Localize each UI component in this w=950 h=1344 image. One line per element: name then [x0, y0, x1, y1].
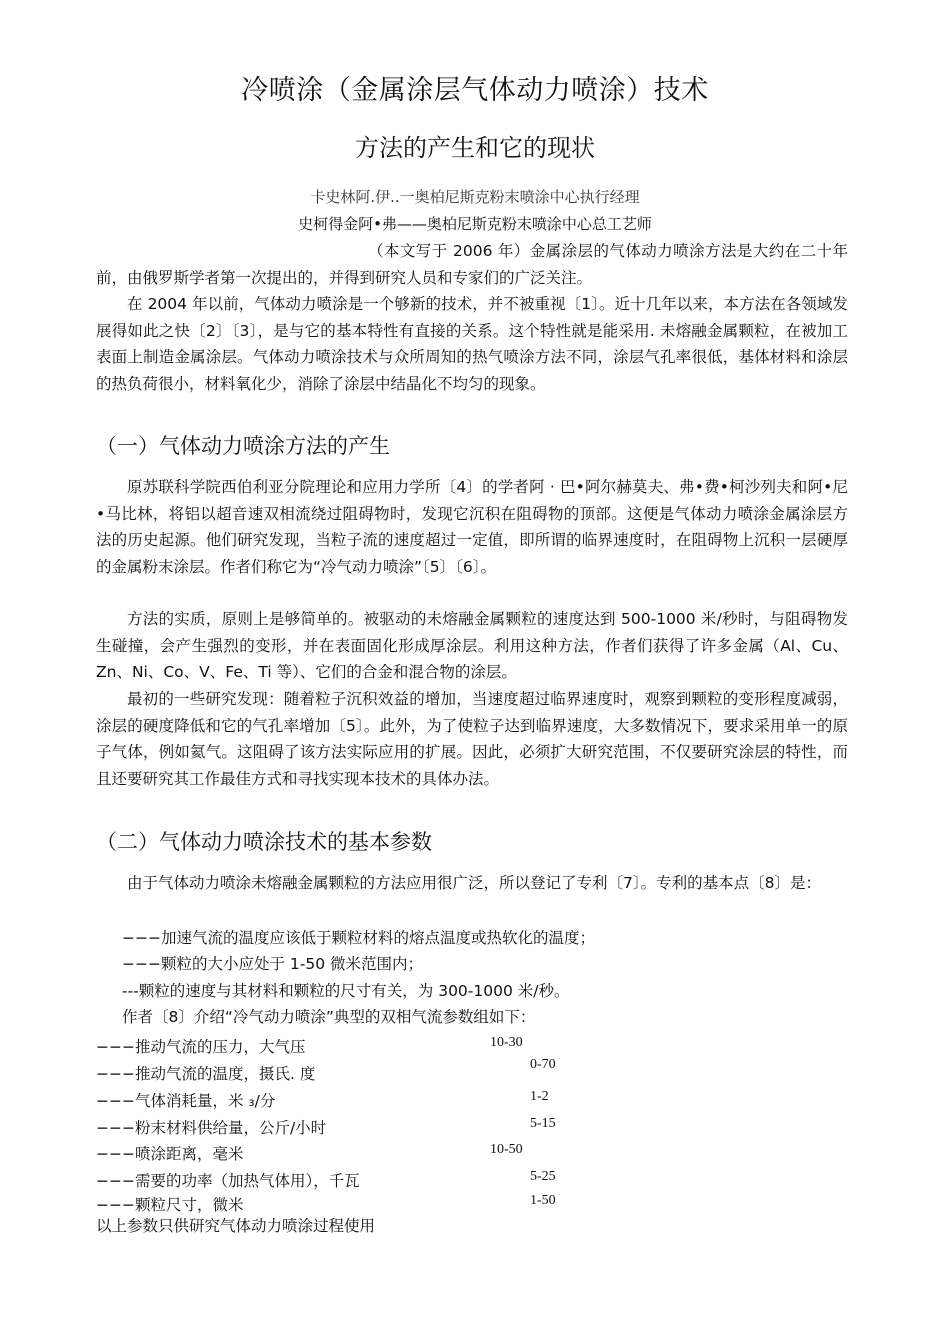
author-line-1: 卡史林阿.伊..一奥柏尼斯克粉末喷涂中心执行经理 — [310, 188, 640, 206]
param-label: −−−推动气流的温度，摄氏. 度 — [96, 1065, 316, 1083]
param-row — [96, 1035, 856, 1059]
param-row — [96, 1116, 856, 1140]
param-label: −−−需要的功率（加热气体用），千瓦 — [96, 1172, 360, 1190]
section-2-paragraph: 由于气体动力喷涂未熔融金属颗粒的方法应用很广泛，所以登记了专利〔7〕。专利的基本点〔8〕是： — [127, 874, 821, 892]
param-row — [96, 1089, 856, 1113]
param-row — [96, 1057, 856, 1086]
document-title: 冷喷涂（金属涂层气体动力喷涂）技术 — [241, 75, 709, 106]
params-intro: 作者〔8〕介绍“冷气动力喷涂”典型的双相气流参数组如下： — [122, 1008, 536, 1026]
author-line-2: 史柯得金阿•弗——奥柏尼斯克粉末喷涂中心总工艺师 — [298, 215, 652, 233]
params-note: 以上参数只供研究气体动力喷涂过程使用 — [96, 1217, 376, 1235]
patent-point-1: −−−加速气流的温度应该低于颗粒材料的熔点温度或热软化的温度； — [122, 929, 595, 947]
document-subtitle: 方法的产生和它的现状 — [355, 134, 595, 162]
param-value: 1-50 — [530, 1193, 556, 1208]
intro-paragraph-1: （本文写于 2006 年）金属涂层的气体动力喷涂方法是大约在二十年前，由俄罗斯学者第一次提出的，并得到研究人员和专家们的广泛关注。 — [96, 242, 848, 287]
param-label: −−−气体消耗量，米 ₃/分 — [96, 1092, 276, 1110]
param-value: 5-25 — [530, 1169, 556, 1184]
param-label: −−−喷涂距离，毫米 — [96, 1145, 244, 1163]
param-label: −−−粉末材料供给量，公斤/小时 — [96, 1119, 327, 1137]
section-2-heading: （二）气体动力喷涂技术的基本参数 — [96, 830, 432, 854]
param-value: 0-70 — [530, 1057, 556, 1072]
param-row — [96, 1142, 856, 1166]
param-row — [96, 1169, 856, 1193]
section-1-paragraph-3: 最初的一些研究发现：随着粒子沉积效益的增加，当速度超过临界速度时，观察到颗粒的变形程度减弱，涂层的硬度降低和它的气孔率增加〔5〕。此外，为了使粒子达到临界速度，大多数情况下，要求采用单一的原子气体，例如氦气。这阻碍了该方法实际应用的扩展。因此，必须扩大研究范围，不仅要研究涂层的特性，而且还要研究其工作最佳方式和寻找实现本技术的具体办法。 — [96, 690, 848, 788]
param-label: −−−推动气流的压力，大气压 — [96, 1038, 306, 1056]
param-label: −−−颗粒尺寸，微米 — [96, 1196, 244, 1214]
patent-point-3: ---颗粒的速度与其材料和颗粒的尺寸有关，为 300-1000 米/秒。 — [122, 982, 570, 1000]
patent-point-2: −−−颗粒的大小应处于 1-50 微米范围内； — [122, 955, 423, 973]
param-value: 10-30 — [490, 1035, 523, 1050]
section-1-paragraph-2: 方法的实质，原则上是够简单的。被驱动的未熔融金属颗粒的速度达到 500-1000 米/秒时，与阻碍物发生碰撞，会产生强烈的变形，并在表面固化形成厚涂层。利用这种方法，作者们获得了许多金属（Al、Cu、Zn、Ni、Co、V、Fe、Ti 等）、它们的合金和混合物的涂层。 — [96, 610, 848, 681]
section-1-heading: （一）气体动力喷涂方法的产生 — [96, 434, 390, 458]
param-value: 10-50 — [490, 1142, 523, 1157]
param-value: 5-15 — [530, 1116, 556, 1131]
param-value: 1-2 — [530, 1089, 549, 1104]
section-1-paragraph-1: 原苏联科学院西伯利亚分院理论和应用力学所〔4〕的学者阿 · 巴•阿尔赫莫夫、弗•费•柯沙列夫和阿•尼•马比林，将铝以超音速双相流绕过阻碍物时，发现它沉积在阻碍物的顶部。这便是气体动力喷涂金属涂层方法的历史起源。他们研究发现，当粒子流的速度超过一定值，即所谓的临界速度时，在阻碍物上沉积一层硬厚的金属粉末涂层。作者们称它为“冷气动力喷涂”〔5〕〔6〕。 — [96, 478, 848, 576]
intro-paragraph-2: 在 2004 年以前，气体动力喷涂是一个够新的技术，并不被重视〔1〕。近十几年以来，本方法在各领域发展得如此之快〔2〕〔3〕，是与它的基本特性有直接的关系。这个特性就是能采用. 未熔融金属颗粒，在被加工表面上制造金属涂层。气体动力喷涂技术与众所周知的热气喷涂方法不同，涂层气孔率很低，基体材料和涂层的热负荷很小，材料氧化少，消除了涂层中结晶化不均匀的现象。 — [96, 295, 848, 393]
